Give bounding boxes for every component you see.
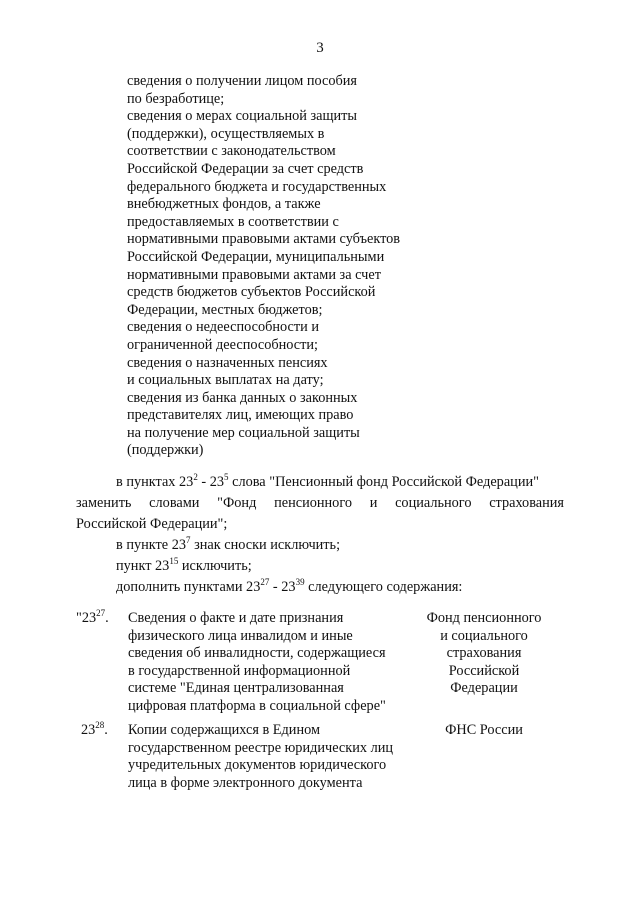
continued-list — [127, 73, 457, 460]
entry-number — [76, 610, 126, 628]
entry-authority — [412, 610, 556, 698]
superscript: 27 — [260, 577, 270, 588]
text-line: сведения о получении лицом пособия — [127, 73, 358, 89]
text-span: следующего содержания: — [304, 579, 463, 595]
text-line: Сведения о факте и дате признания — [128, 610, 344, 626]
amendment-line: Российской Федерации"; — [76, 516, 228, 532]
text-line: (поддержки), осуществляемых в — [127, 125, 325, 142]
text-line: сведения о назначенных пенсиях — [127, 354, 328, 371]
text-line: цифровая платформа в социальной сфере" — [128, 697, 386, 714]
text-span: - 23 — [269, 579, 296, 595]
text-line: (поддержки) — [127, 442, 204, 459]
text-line: предоставляемых в соответствии с — [127, 213, 339, 230]
superscript: 2 — [193, 472, 198, 483]
text-line: ограниченной дееспособности; — [127, 336, 318, 353]
text-line: Копии содержащихся в Едином — [128, 722, 321, 738]
amendment-line: заменить словами "Фонд пенсионного и социального страхования — [76, 495, 564, 511]
text-span: слова "Пенсионный фонд Российской Федерации" — [228, 474, 539, 490]
text-line: нормативными правовыми актами субъектов — [127, 231, 401, 248]
amendment-line — [76, 577, 564, 598]
text-line: сведения о недееспособности и — [127, 319, 319, 336]
text-span: знак сноски исключить; — [190, 537, 341, 553]
superscript: 5 — [224, 472, 229, 483]
superscript: 7 — [186, 535, 191, 546]
text-line: Российской Федерации за счет средств — [127, 160, 364, 177]
text-line: лица в форме электронного документа — [128, 774, 363, 791]
text-line: сведения об инвалидности, содержащиеся — [128, 645, 386, 662]
text-line: на получение мер социальной защиты — [127, 424, 360, 441]
page-number: 3 — [316, 40, 324, 56]
text-line: средств бюджетов субъектов Российской — [127, 284, 376, 301]
text-line: и социального — [440, 627, 528, 644]
text-line: Российской Федерации, муниципальными — [127, 248, 385, 265]
text-line: страхования — [446, 645, 522, 662]
text-line: федерального бюджета и государственных — [127, 178, 387, 195]
text-line: и социальных выплатах на дату; — [127, 372, 324, 389]
text-line: нормативными правовыми актами за счет — [127, 266, 381, 283]
text-line: представителях лиц, имеющих право — [127, 407, 354, 424]
superscript: 15 — [169, 556, 179, 567]
superscript: 27 — [96, 608, 106, 619]
text-span: - 23 — [197, 474, 225, 490]
text-line: сведения из банка данных о законных — [127, 389, 358, 406]
text-span: . — [105, 610, 109, 626]
text-line: соответствии с законодательством — [127, 143, 336, 160]
text-line: физического лица инвалидом и иные — [128, 627, 353, 644]
text-span: "23 — [76, 610, 97, 626]
text-span: пункт 23 — [116, 558, 170, 574]
amendment-line — [76, 472, 564, 493]
text-span: в пунктах 23 — [116, 474, 194, 490]
entry-description — [128, 610, 428, 716]
amendment-line — [76, 535, 564, 556]
text-span: . — [104, 722, 108, 738]
text-line: Федерации, местных бюджетов; — [127, 301, 323, 318]
text-span: исключить; — [178, 558, 252, 574]
text-line: Фонд пенсионного — [426, 610, 542, 626]
text-span: в пункте 23 — [116, 537, 186, 553]
text-line: внебюджетных фондов, а также — [127, 196, 321, 213]
entry-number — [76, 722, 131, 740]
text-span: 23 — [81, 722, 96, 738]
superscript: 39 — [295, 577, 305, 588]
amendment-line — [76, 556, 564, 577]
superscript: 28 — [95, 720, 105, 731]
text-line: учредительных документов юридического — [128, 757, 387, 774]
text-line: Федерации — [450, 680, 518, 697]
text-line: ФНС России — [445, 722, 523, 738]
text-line: в государственной информационной — [128, 662, 351, 679]
text-line: сведения о мерах социальной защиты — [127, 108, 358, 125]
amendment-paragraphs — [76, 472, 564, 598]
text-span: дополнить пунктами 23 — [116, 579, 261, 595]
entry-description — [128, 722, 428, 792]
entry-authority — [412, 722, 556, 740]
text-line: системе "Единая централизованная — [128, 680, 344, 697]
text-line: Российской — [448, 662, 520, 679]
text-line: государственном реестре юридических лиц — [128, 739, 394, 756]
text-line: по безработице; — [127, 90, 225, 107]
